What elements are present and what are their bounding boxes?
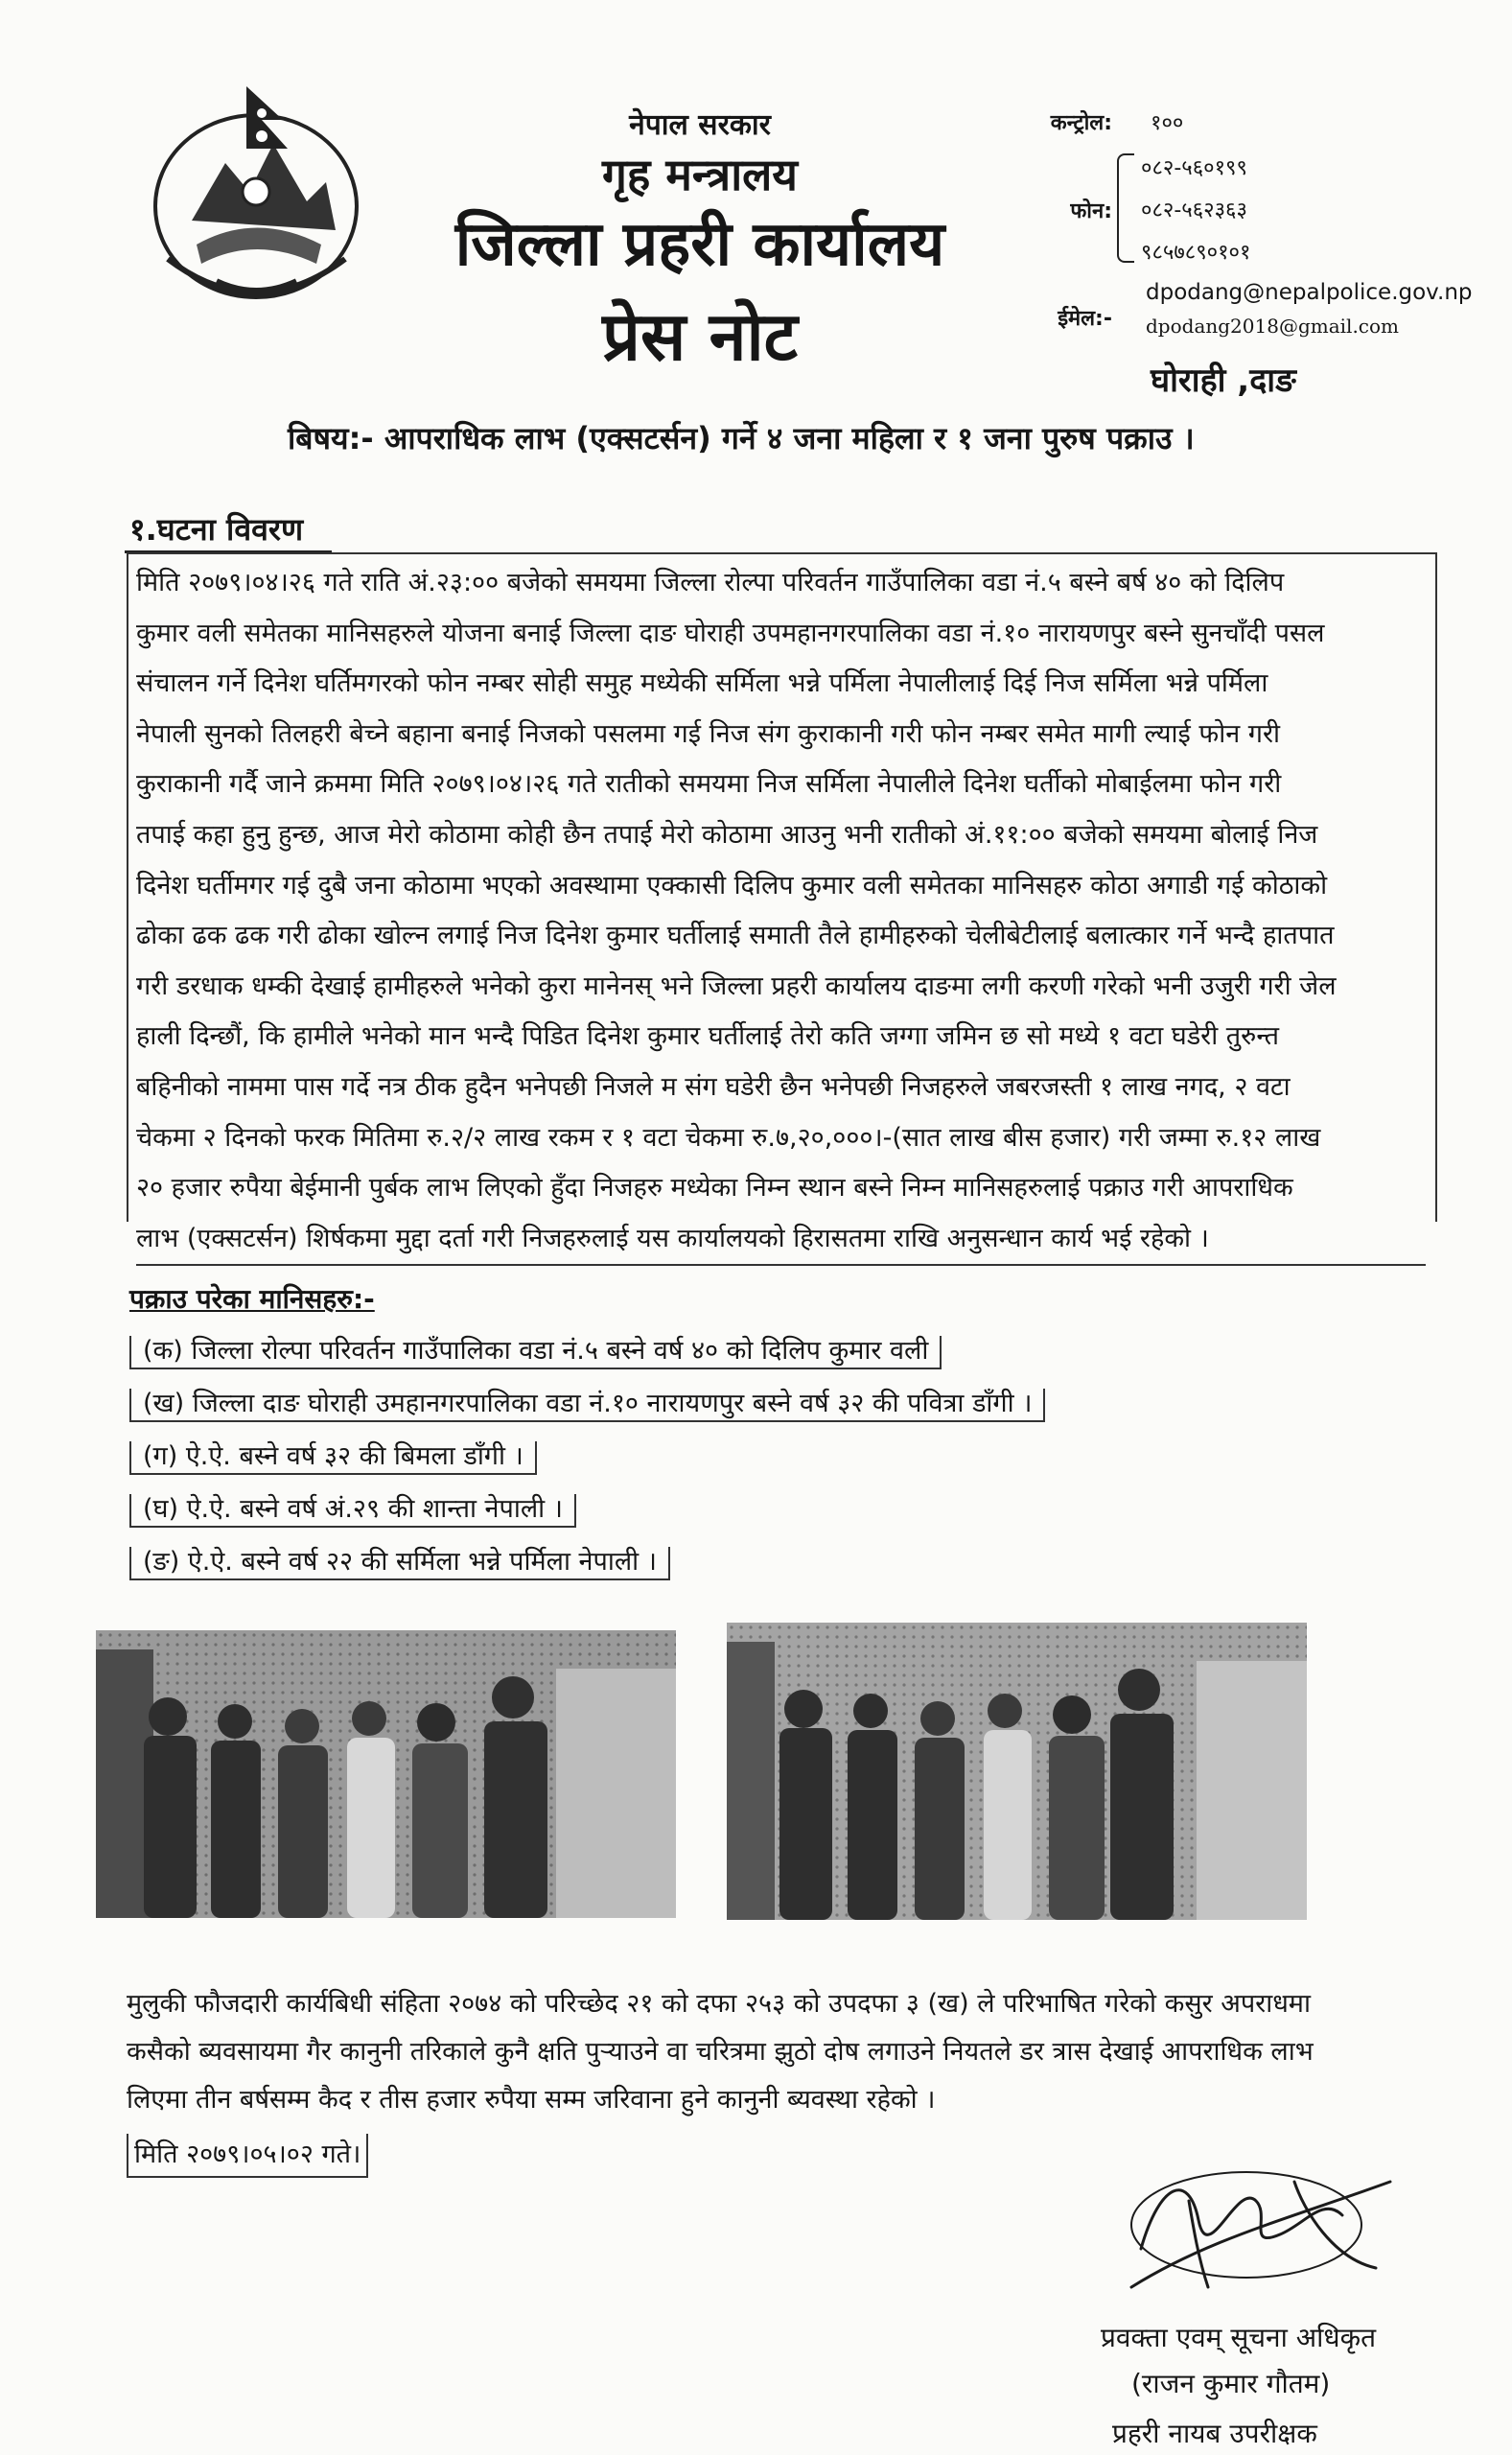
arrested-list	[129, 1328, 1376, 1592]
email-address-gmail: dpodang2018@gmail.com	[1146, 315, 1400, 338]
subject-line: बिषय:- आपराधिक लाभ (एक्सटर्सन) गर्ने ४ जना महिला र १ जना पुरुष पक्राउ ।	[288, 420, 1195, 456]
phone-number: ०८२-५६२३६३	[1141, 199, 1247, 222]
government-name: नेपाल सरकार	[629, 108, 771, 142]
ministry-name: गृह मन्त्रालय	[602, 149, 798, 200]
arrested-person	[129, 1539, 1376, 1592]
office-location: घोराही ,दाङ	[1151, 362, 1296, 400]
narrative-frame-right	[1435, 552, 1437, 1222]
phone-number: ९८५७८९०१०१	[1141, 241, 1251, 265]
phone-label: फोन:	[1070, 199, 1112, 223]
narrative-line: मिति २०७९।०४।२६ गते राति अं.२३:०० बजेको समयमा जिल्ला रोल्पा परिवर्तन गाउँपालिका वडा नं.५ बस्ने बर्ष ४० को दिलिप	[136, 568, 1285, 597]
legal-line: मुलुकी फौजदारी कार्यबिधी संहिता २०७४ को परिच्छेद २१ को दफा २५३ को उपदफा ३ (ख) ले परिभाषित गरेको कसुर अपराधमा	[127, 1989, 1311, 2019]
narrative-line: चेकमा २ दिनको फरक मितिमा रु.२/२ लाख रकम र १ वटा चेकमा रु.७,२०,०००।-(सात लाख बीस हजार) गरी जम्मा रु.१२ लाख	[136, 1122, 1321, 1153]
phone-number: ०८२-५६०१९९	[1141, 156, 1247, 180]
signatory-title: प्रवक्ता एवम् सूचना अधिकृत	[1101, 2322, 1377, 2353]
signatory-name: (राजन कुमार गौतम)	[1131, 2368, 1331, 2399]
legal-line: लिएमा तीन बर्षसम्म कैद र तीस हजार रुपैया सम्म जरिवाना हुने कानुनी ब्यवस्था रहेको ।	[127, 2085, 936, 2115]
handwritten-signature-icon	[1103, 2143, 1409, 2306]
phone-bracket	[1117, 153, 1134, 263]
narrative-line: लाभ (एक्सटर्सन) शिर्षकमा मुद्दा दर्ता गरी निजहरुलाई यस कार्यालयको हिरासतमा राखि अनुसन्धान कार्य भई रहेको ।	[136, 1214, 1426, 1267]
arrested-person	[129, 1328, 1376, 1381]
narrative-line: तपाई कहा हुनु हुन्छ, आज मेरो कोठामा कोही छैन तपाई मेरो कोठामा आउनु भनी रातीको अं.११:०० बजेको समयमा बोलाई निज	[136, 819, 1318, 850]
arrested-person-text: (ङ) ऐ.ऐ. बस्ने वर्ष २२ की सर्मिला भन्ने पर्मिला नेपाली ।	[129, 1547, 670, 1580]
nepal-emblem-icon	[139, 77, 374, 326]
narrative-line: नेपाली सुनको तिलहरी बेच्ने बहाना बनाई निजको पसलमा गई निज संग कुराकानी गरी फोन नम्बर समेत मागी ल्याई फोन गरी	[136, 718, 1281, 749]
narrative-line: कुराकानी गर्दै जाने क्रममा मिति २०७९।०४।२६ गते रातीको समयमा निज सर्मिला नेपालीले दिनेश घर्तीको मोबाईलमा फोन गरी	[136, 769, 1282, 800]
narrative-line: हाली दिन्छौं, कि हामीले भनेको मान भन्दै पिडित दिनेश कुमार घर्तीलाई तेरो कति जग्गा जमिन छ सो मध्ये १ वटा घडेरी तुरुन्त	[136, 1021, 1280, 1052]
control-label: कन्ट्रोल:	[1050, 111, 1112, 135]
narrative-frame-top	[127, 552, 1436, 554]
issue-date: मिति २०७९।०५।०२ गते।	[127, 2134, 368, 2178]
narrative-frame-left	[127, 552, 128, 1222]
document-type: प्रेस नोट	[602, 297, 798, 376]
office-name: जिल्ला प्रहरी कार्यालय	[454, 209, 945, 280]
narrative-line: दिनेश घर्तीमगर गई दुबै जना कोठामा भएको अवस्थामा एक्कासी दिलिप कुमार वली समेतका मानिसहरु कोठा अगाडी गई कोठाको	[136, 870, 1328, 900]
narrative-line: कुमार वली समेतका मानिसहरुले योजना बनाई जिल्ला दाङ घोराही उपमहानगरपालिका वडा नं.१० नारायणपुर बस्ने सुनचाँदी पसल	[136, 618, 1325, 648]
legal-line: कसैको ब्यवसायमा गैर कानुनी तरिकाले कुनै क्षति पुऱ्याउने वा चरित्रमा झुठो दोष लगाउने नियतले डर त्रास देखाई आपराधिक लाभ	[127, 2037, 1314, 2067]
arrested-person-text: (क) जिल्ला रोल्पा परिवर्तन गाउँपालिका वडा नं.५ बस्ने वर्ष ४० को दिलिप कुमार वली	[129, 1336, 942, 1369]
arrested-person-text: (घ) ऐ.ऐ. बस्ने वर्ष अं.२९ की शान्ता नेपाली ।	[129, 1494, 576, 1528]
arrested-person	[129, 1381, 1376, 1434]
narrative-line: ढोका ढक ढक गरी ढोका खोल्न लगाई निज दिनेश कुमार घर्तीलाई समाती तैले हामीहरुको चेलीबेटीलाई बलात्कार गर्ने भन्दै हातपात	[136, 921, 1335, 951]
arrested-person	[129, 1434, 1376, 1486]
arrested-person	[129, 1486, 1376, 1539]
narrative-line: २० हजार रुपैया बेईमानी पुर्बक लाभ लिएको हुँदा निजहरु मध्येका निम्न स्थान बस्ने निम्न मानिसहरुलाई पक्राउ गरी आपराधिक	[136, 1173, 1293, 1204]
email-label: ईमेल:-	[1058, 307, 1112, 331]
narrative-line: गरी डरधाक धम्की देखाई हामीहरुले भनेको कुरा मानेनस् भने जिल्ला प्रहरी कार्यालय दाङमा लगी करणी गरेको भनी उजुरी गरी जेल	[136, 970, 1337, 1001]
phone-list	[1141, 148, 1250, 274]
legal-provision	[127, 1980, 1440, 2124]
incident-narrative	[136, 558, 1426, 1266]
section-title: १.घटना विवरण	[129, 511, 304, 548]
arrested-person-text: (ग) ऐ.ऐ. बस्ने वर्ष ३२ की बिमला डाँगी ।	[129, 1441, 537, 1475]
email-address-official: dpodang@nepalpolice.gov.np	[1146, 280, 1473, 305]
arrested-person-text: (ख) जिल्ला दाङ घोराही उमहानगरपालिका वडा नं.१० नारायणपुर बस्ने वर्ष ३२ की पवित्रा डाँगी ।	[129, 1389, 1045, 1422]
narrative-line: संचालन गर्ने दिनेश घर्तिमगरको फोन नम्बर सोही समुह मध्येकी सर्मिला भन्ने पर्मिला नेपालीलाई दिई निज सर्मिला भन्ने पर्मिला	[136, 668, 1268, 699]
arrest-photo-1	[96, 1630, 676, 1918]
arrest-photo-2	[727, 1623, 1307, 1920]
arrested-title: पक्राउ परेका मानिसहरु:-	[129, 1283, 375, 1315]
signatory-rank: प्रहरी नायब उपरीक्षक	[1112, 2418, 1317, 2449]
control-number: १००	[1151, 111, 1184, 135]
narrative-line: बहिनीको नाममा पास गर्दे नत्र ठीक हुदैन भनेपछी निजले म संग घडेरी छैन भनेपछी निजहरुले जबरजस्ती १ लाख नगद, २ वटा	[136, 1071, 1291, 1102]
